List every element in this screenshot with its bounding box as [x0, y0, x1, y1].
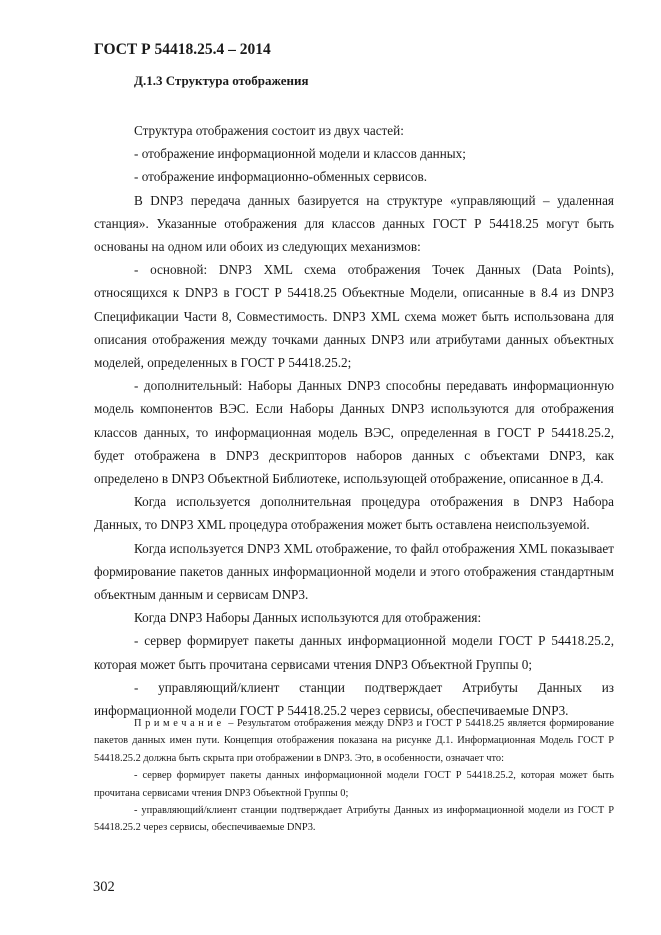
page-number: 302 — [93, 879, 115, 895]
body-text — [94, 119, 614, 722]
paragraph: Структура отображения состоит из двух частей: — [134, 123, 404, 138]
section-title: Д.1.3 Структура отображения — [134, 73, 309, 88]
paragraph: Когда используется DNP3 XML отображение, то файл отображения XML показывает формирование пакетов данных информационной модели и этого отображения стандартным объектным данным и сервисам DNP3. — [94, 540, 614, 603]
note-text: – Результатом отображения между DNP3 и ГОСТ Р 54418.25 является формирование пакетов данных имен пути. Концепция отображения показана на рисунке Д.1. Информационная Модель ГОСТ Р 54418.25.2 должна быть скрыта при отображении в DNP3. Это, в особенности, означает что: — [94, 718, 614, 764]
paragraph: Когда DNP3 Наборы Данных используются для отображения: — [134, 610, 482, 626]
paragraph: Когда используется дополнительная процедура отображения в DNP3 Набора Данных, то DNP3 XML процедура отображения может быть оставлена неиспользуемой. — [94, 494, 614, 533]
note-paragraph: - управляющий/клиент станции подтверждает Атрибуты Данных из информационной модели из ГОСТ Р 54418.25.2 через сервисы, обеспечиваемые DNP3. — [94, 805, 614, 834]
paragraph: - дополнительный: Наборы Данных DNP3 способны передавать информационную модель компонентов ВЭС. Если Наборы Данных DNP3 используются для отображения классов данных, то информационная модель ВЭС, определенная в ГОСТ Р 54418.25.2, будет отображена в DNP3 дескрипторов наборов данных с объектами DNP3, как определено в DNP3 Объектной Библиотеке, использующей отображение, описанное в Д.4. — [94, 378, 614, 487]
paragraph: В DNP3 передача данных базируется на структуре «управляющий – удаленная станция». Указанные отображения для классов данных ГОСТ Р 54418.25 могут быть основаны на одном или обоих из следующих механизмов: — [94, 192, 614, 255]
paragraph: - отображение информационно-обменных сервисов. — [134, 169, 428, 185]
note-label: Примечание — [134, 718, 225, 729]
document-header: ГОСТ Р 54418.25.4 – 2014 — [94, 41, 271, 58]
note-block — [94, 715, 614, 837]
note-paragraph: - сервер формирует пакеты данных информационной модели ГОСТ Р 54418.25.2, которая может быть прочитана сервисами чтения DNP3 Объектной Группы 0; — [94, 770, 614, 799]
paragraph: - сервер формирует пакеты данных информационной модели ГОСТ Р 54418.25.2, которая может быть прочитана сервисами чтения DNP3 Объектной Группы 0; — [94, 633, 614, 672]
note-paragraph — [94, 715, 614, 767]
paragraph: - управляющий/клиент станции подтверждает Атрибуты Данных из информационной модели ГОСТ Р 54418.25.2 через сервисы, обеспечиваемые DNP3. — [94, 679, 614, 719]
paragraph: - основной: DNP3 XML схема отображения Точек Данных (Data Points), относящихся к DNP3 в ГОСТ Р 54418.25 Объектные Модели, описанные в 8.4 из DNP3 Спецификации Части 8, Совместимость. DNP3 XML схема может быть использована для описания отображения между точками данных DNP3 или атрибутами данных объектных моделей, определенных в ГОСТ Р 54418.25.2; — [94, 262, 614, 371]
paragraph: - отображение информационной модели и классов данных; — [134, 146, 466, 162]
